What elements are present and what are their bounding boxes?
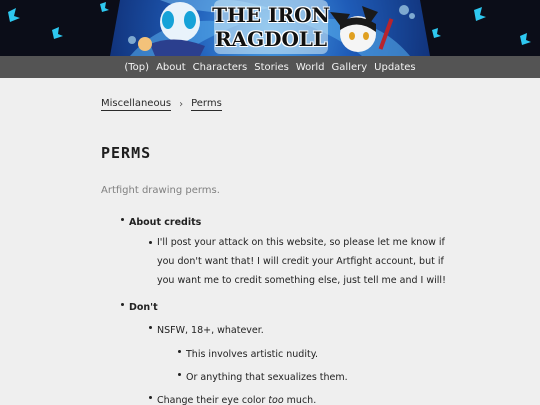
list-item-nudity [186,342,318,364]
eye-color-text-start: Change their eye color [157,395,269,405]
credit-policy-line-1: I'll post your attack on this website, so please let me know if [157,237,445,248]
banner-title-line-1: THE IRON [212,3,330,27]
list-item-about-credits [129,210,201,232]
eye-color-text-end: much. [283,395,317,405]
breadcrumb-link-perms[interactable]: Perms [191,98,222,109]
list-item-dont [129,295,158,317]
credit-policy-line-2: you don't want that! I will credit your Artfight account, but if [157,256,444,267]
page-content [0,78,540,405]
nav-link-top[interactable]: (Top) [124,61,150,73]
bullet-icon [178,350,181,353]
nav-link-updates[interactable]: Updates [374,61,416,73]
banner-title [212,3,330,51]
eye-color-text-emphasis: too [268,395,284,405]
main-nav [0,56,540,78]
list-item-credit-policy [157,233,457,290]
site-banner [0,0,540,56]
nav-link-stories[interactable]: Stories [254,61,289,73]
bullet-icon [149,396,152,399]
list-item-eye-color [157,388,316,405]
nav-link-characters[interactable]: Characters [192,61,248,73]
nav-link-gallery[interactable]: Gallery [331,61,368,73]
bullet-icon [149,241,152,244]
page-title: PERMS [101,144,152,162]
bullet-icon [121,218,124,221]
bullet-icon [149,326,152,329]
bullet-icon [178,373,181,376]
nudity-text: This involves artistic nudity. [186,349,318,360]
nav-link-world[interactable]: World [295,61,325,73]
nsfw-text: NSFW, 18+, whatever. [157,325,264,336]
nav-link-about[interactable]: About [156,61,186,73]
section-heading-dont: Don't [129,302,158,313]
banner-title-line-2: RAGDOLL [214,27,328,51]
credit-policy-line-3: you want me to credit something else, just tell me and I will! [157,275,446,286]
breadcrumb-link-miscellaneous[interactable]: Miscellaneous [101,98,172,109]
list-item-nsfw [157,318,264,340]
intro-text: Artfight drawing perms. [101,185,220,196]
bullet-icon [121,303,124,306]
breadcrumb [101,98,222,111]
section-heading-about-credits: About credits [129,217,202,228]
sexualization-text: Or anything that sexualizes them. [186,372,348,383]
list-item-sexualization [186,365,348,387]
chevron-right-icon: › [179,99,184,110]
